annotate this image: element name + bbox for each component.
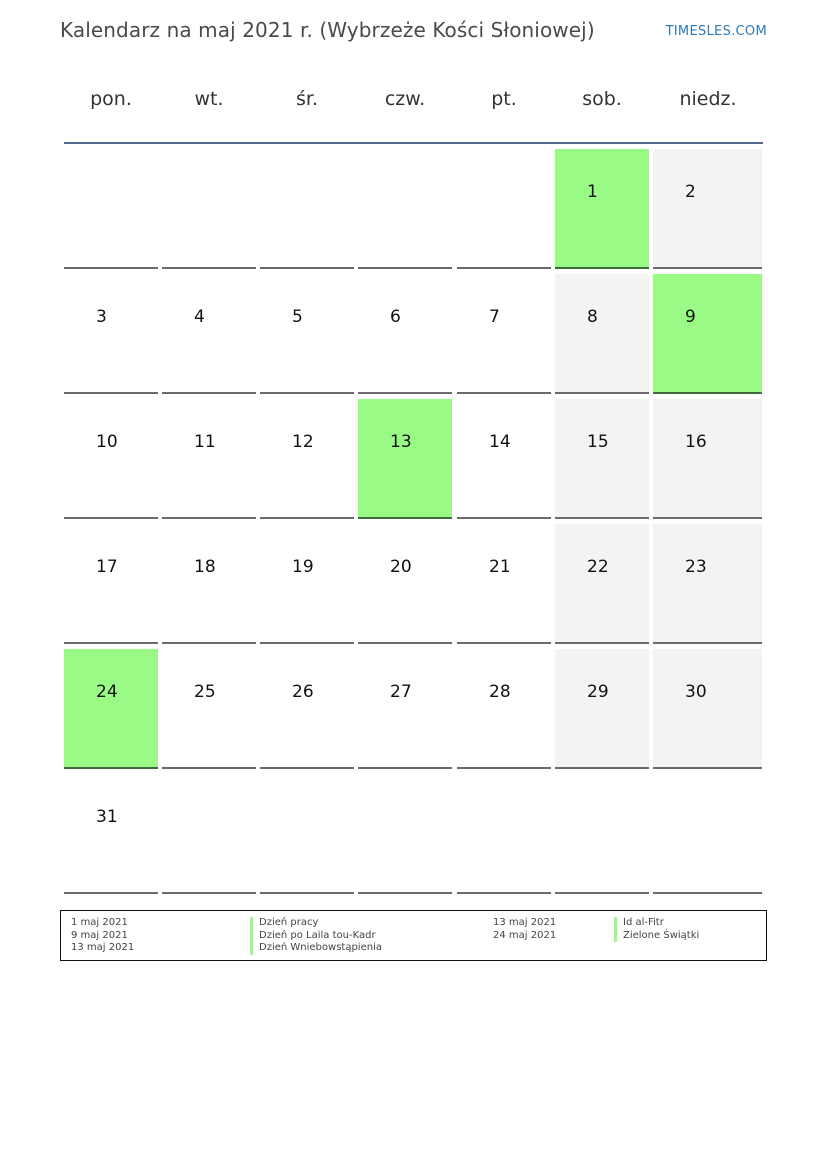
calendar-empty-cell [64,149,158,269]
day-number: 12 [292,432,314,452]
calendar-day-cell[interactable] [260,524,354,644]
day-number: 1 [587,182,598,202]
day-number: 30 [685,682,707,702]
weekday-sunday: niedz. [679,88,737,110]
legend-holiday-name: Dzień po Laila tou-Kadr [250,930,382,943]
weekday-thursday: czw. [384,88,426,110]
day-number: 27 [390,682,412,702]
day-number: 16 [685,432,707,452]
day-number: 9 [685,307,696,327]
calendar-empty-cell [457,149,551,269]
day-number: 3 [96,307,107,327]
calendar-day-cell[interactable] [64,524,158,644]
day-number: 15 [587,432,609,452]
weekday-saturday: sob. [582,88,622,110]
legend-holiday-name: Id al-Fitr [614,917,699,930]
calendar-day-cell[interactable] [64,399,158,519]
calendar-empty-cell [162,774,256,894]
weekday-friday: pt. [491,88,517,110]
calendar-day-cell[interactable] [64,649,158,769]
brand-link[interactable]: TIMESLES.COM [665,24,767,39]
calendar-day-cell[interactable] [358,399,452,519]
weekday-monday: pon. [90,88,132,110]
calendar-empty-cell [555,774,649,894]
calendar-empty-cell [162,149,256,269]
weekday-tuesday: wt. [194,88,224,110]
calendar-day-cell[interactable] [555,274,649,394]
weekday-wednesday: śr. [295,88,318,110]
calendar-day-cell[interactable] [162,274,256,394]
calendar-day-cell[interactable] [260,399,354,519]
day-number: 2 [685,182,696,202]
calendar-day-cell[interactable] [457,649,551,769]
calendar-day-cell[interactable] [358,524,452,644]
calendar-empty-cell [457,774,551,894]
day-number: 17 [96,557,118,577]
day-number: 7 [489,307,500,327]
calendar-day-cell[interactable] [555,649,649,769]
calendar-day-cell[interactable] [653,274,762,394]
holiday-legend [60,910,767,961]
calendar-day-cell[interactable] [260,649,354,769]
day-number: 6 [390,307,401,327]
day-number: 26 [292,682,314,702]
calendar-day-cell[interactable] [653,399,762,519]
legend-holiday-name: Dzień pracy [250,917,382,930]
calendar-day-cell[interactable] [260,274,354,394]
legend-date: 13 maj 2021 [493,917,557,928]
calendar-empty-cell [260,774,354,894]
calendar-empty-cell [260,149,354,269]
legend-dates-left [71,917,134,955]
legend-date: 24 maj 2021 [493,929,557,941]
legend-date: 9 maj 2021 [71,929,128,941]
calendar-day-cell[interactable] [64,774,158,894]
legend-dates-right [493,917,556,942]
calendar-day-cell[interactable] [457,399,551,519]
day-number: 18 [194,557,216,577]
header-divider [64,142,763,144]
day-number: 4 [194,307,205,327]
legend-names-right [614,917,699,942]
day-number: 13 [390,432,412,452]
calendar-day-cell[interactable] [358,649,452,769]
day-number: 14 [489,432,511,452]
day-number: 25 [194,682,216,702]
day-number: 22 [587,557,609,577]
legend-date: 13 maj 2021 [71,942,135,953]
calendar-day-cell[interactable] [457,524,551,644]
day-number: 21 [489,557,511,577]
day-number: 11 [194,432,216,452]
calendar-empty-cell [358,774,452,894]
legend-names-left [250,917,382,955]
calendar-day-cell[interactable] [162,649,256,769]
day-number: 5 [292,307,303,327]
calendar-day-cell[interactable] [162,399,256,519]
day-number: 31 [96,807,118,827]
page-title: Kalendarz na maj 2021 r. (Wybrzeże Kości Słoniowej) [60,18,595,42]
day-number: 29 [587,682,609,702]
legend-holiday-name: Dzień Wniebowstąpienia [250,942,382,955]
day-number: 28 [489,682,511,702]
calendar-day-cell[interactable] [358,274,452,394]
calendar-day-cell[interactable] [555,399,649,519]
day-number: 19 [292,557,314,577]
calendar-day-cell[interactable] [653,524,762,644]
calendar-day-cell[interactable] [555,524,649,644]
calendar-day-cell[interactable] [457,274,551,394]
legend-date: 1 maj 2021 [71,917,128,928]
weekday-header-row [64,88,763,120]
calendar-day-cell[interactable] [653,149,762,269]
day-number: 24 [96,682,118,702]
calendar-day-cell[interactable] [64,274,158,394]
legend-holiday-name: Zielone Świątki [614,930,699,943]
day-number: 20 [390,557,412,577]
day-number: 10 [96,432,118,452]
day-number: 8 [587,307,598,327]
day-number: 23 [685,557,707,577]
calendar-day-cell[interactable] [653,649,762,769]
calendar-day-cell[interactable] [555,149,649,269]
calendar-empty-cell [653,774,762,894]
calendar-day-cell[interactable] [162,524,256,644]
calendar-empty-cell [358,149,452,269]
